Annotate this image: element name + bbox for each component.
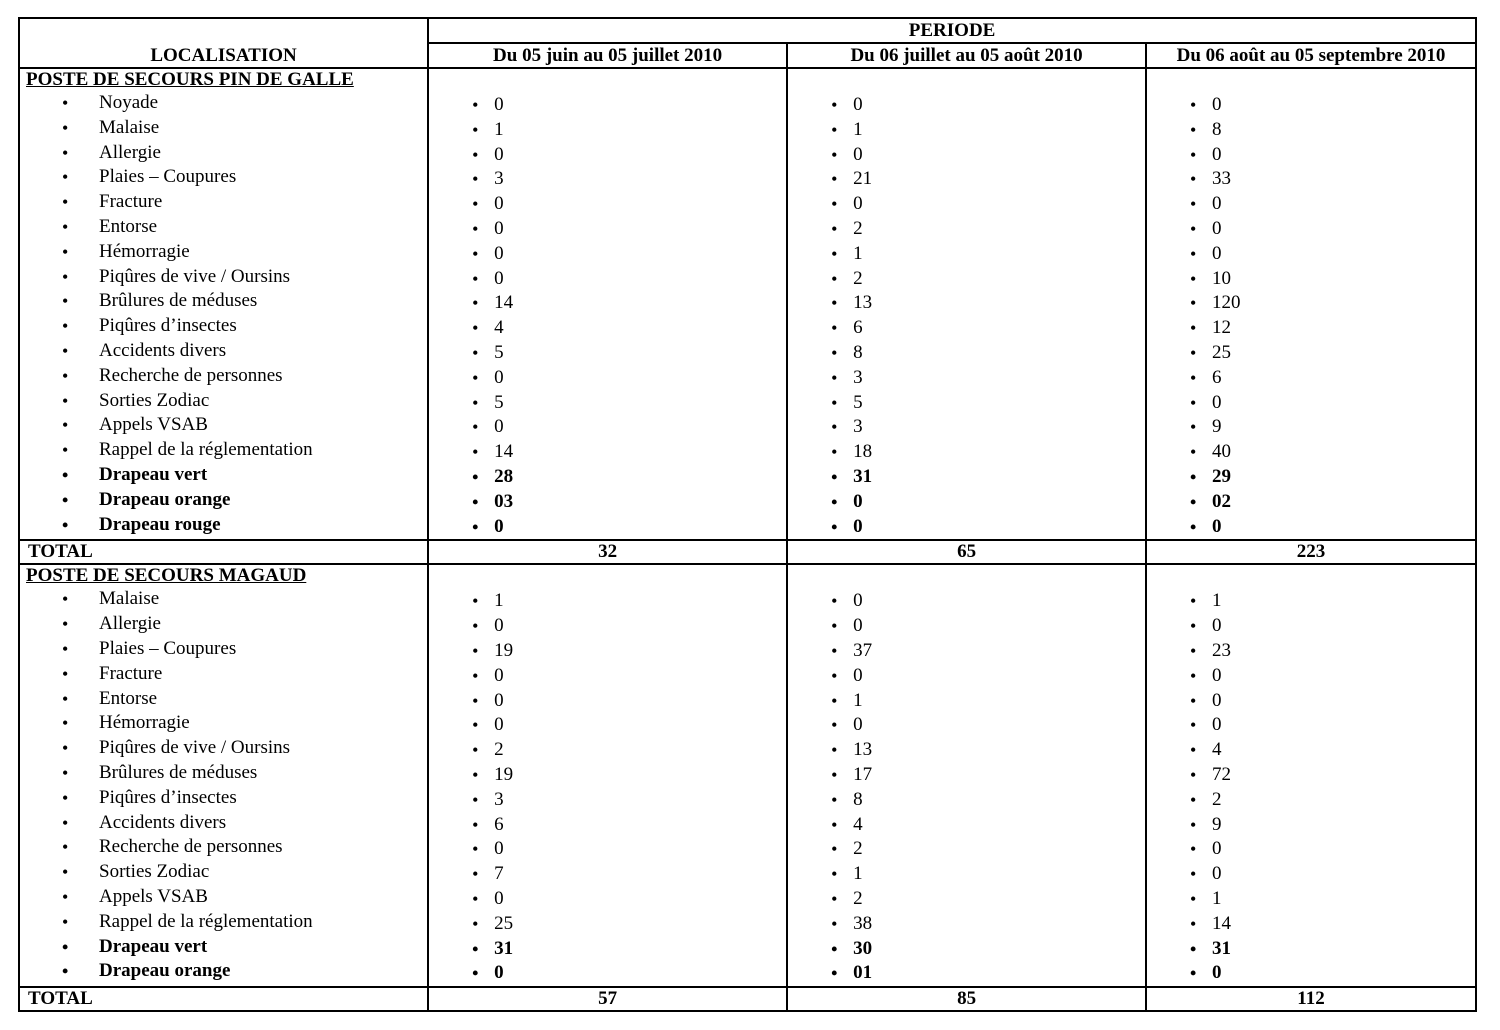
incident-label-list — [20, 587, 427, 984]
incident-label: • Accidents divers — [20, 339, 427, 364]
incident-value: • 0 — [429, 614, 786, 639]
incident-value: • 8 — [788, 788, 1145, 813]
incident-value: • 0 — [429, 689, 786, 714]
incident-value: • 0 — [788, 664, 1145, 689]
period-header-1: Du 05 juin au 05 juillet 2010 — [428, 43, 787, 68]
incident-value: • 2 — [788, 887, 1145, 912]
period-3-values-cell — [1146, 564, 1476, 987]
period-2-values-cell — [787, 68, 1146, 540]
incident-value: • 1 — [788, 862, 1145, 887]
incident-value: • 25 — [1147, 341, 1475, 366]
incident-value: • 25 — [429, 912, 786, 937]
incident-value: • 1 — [1147, 887, 1475, 912]
incident-value: • 6 — [788, 316, 1145, 341]
period-header-2: Du 06 juillet au 05 août 2010 — [787, 43, 1146, 68]
incident-label: • Drapeau vert — [20, 463, 427, 488]
incident-label: • Allergie — [20, 141, 427, 166]
incident-value: • 0 — [429, 192, 786, 217]
incident-label: • Piqûres de vive / Oursins — [20, 265, 427, 290]
incident-value: • 5 — [429, 391, 786, 416]
incident-value: • 18 — [788, 440, 1145, 465]
section-localisation-cell — [19, 564, 428, 987]
incident-label: • Hémorragie — [20, 240, 427, 265]
incident-value: • 19 — [429, 639, 786, 664]
incident-value: • 14 — [429, 291, 786, 316]
incident-value: • 8 — [788, 341, 1145, 366]
incident-value: • 0 — [429, 664, 786, 689]
incident-value: • 02 — [1147, 490, 1475, 515]
incident-value: • 0 — [1147, 713, 1475, 738]
incident-label: • Recherche de personnes — [20, 835, 427, 860]
incident-label: • Appels VSAB — [20, 885, 427, 910]
incident-value: • 3 — [429, 788, 786, 813]
incident-value: • 1 — [429, 118, 786, 143]
incident-value: • 0 — [1147, 217, 1475, 242]
period-1-values-cell — [428, 68, 787, 540]
incident-value: • 5 — [788, 391, 1145, 416]
incident-label: • Piqûres d’insectes — [20, 786, 427, 811]
incident-value: • 0 — [788, 614, 1145, 639]
incident-value: • 0 — [1147, 93, 1475, 118]
incident-label: • Drapeau orange — [20, 959, 427, 984]
incident-label: • Hémorragie — [20, 711, 427, 736]
incident-value: • 13 — [788, 291, 1145, 316]
incident-value: • 0 — [429, 415, 786, 440]
incident-value: • 0 — [788, 143, 1145, 168]
incident-value: • 0 — [788, 515, 1145, 540]
section-localisation-cell — [19, 68, 428, 540]
incident-label: • Sorties Zodiac — [20, 860, 427, 885]
incident-value: • 0 — [429, 515, 786, 540]
incident-value: • 31 — [429, 937, 786, 962]
incident-value: • 03 — [429, 490, 786, 515]
incident-label: • Entorse — [20, 215, 427, 240]
incident-label: • Plaies – Coupures — [20, 165, 427, 190]
incident-value: • 0 — [1147, 862, 1475, 887]
incident-value: • 0 — [429, 837, 786, 862]
incident-value: • 0 — [788, 713, 1145, 738]
incident-value: • 7 — [429, 862, 786, 887]
incident-value: • 1 — [788, 689, 1145, 714]
value-list — [788, 589, 1145, 986]
incident-label: • Rappel de la réglementation — [20, 910, 427, 935]
incident-value: • 3 — [429, 167, 786, 192]
incident-label: • Noyade — [20, 91, 427, 116]
incident-value: • 0 — [429, 93, 786, 118]
total-label: TOTAL — [19, 987, 428, 1011]
incident-value: • 6 — [1147, 366, 1475, 391]
incident-value: • 31 — [1147, 937, 1475, 962]
section-row — [19, 68, 1476, 540]
incident-value: • 4 — [788, 813, 1145, 838]
incident-value: • 17 — [788, 763, 1145, 788]
incident-label: • Entorse — [20, 687, 427, 712]
incident-value: • 21 — [788, 167, 1145, 192]
period-header-3: Du 06 août au 05 septembre 2010 — [1146, 43, 1476, 68]
incident-value: • 0 — [1147, 515, 1475, 540]
section-row — [19, 564, 1476, 987]
period-2-values-cell — [787, 564, 1146, 987]
incident-label: • Rappel de la réglementation — [20, 438, 427, 463]
incident-value: • 23 — [1147, 639, 1475, 664]
incident-value: • 3 — [788, 366, 1145, 391]
incident-value: • 2 — [788, 217, 1145, 242]
incident-value: • 0 — [429, 217, 786, 242]
incident-value: • 0 — [429, 267, 786, 292]
incident-value: • 0 — [1147, 837, 1475, 862]
incident-label: • Brûlures de méduses — [20, 761, 427, 786]
incident-value: • 0 — [788, 192, 1145, 217]
incident-value: • 5 — [429, 341, 786, 366]
incident-value: • 9 — [1147, 813, 1475, 838]
incident-label: • Fracture — [20, 190, 427, 215]
incident-label: • Drapeau orange — [20, 488, 427, 513]
incident-value: • 3 — [788, 415, 1145, 440]
incident-label: • Sorties Zodiac — [20, 389, 427, 414]
incident-value: • 0 — [429, 961, 786, 986]
incident-label: • Piqûres de vive / Oursins — [20, 736, 427, 761]
incident-label: • Drapeau vert — [20, 935, 427, 960]
incident-value: • 0 — [1147, 242, 1475, 267]
periode-header: PERIODE — [428, 18, 1476, 43]
incident-label: • Recherche de personnes — [20, 364, 427, 389]
incident-label: • Malaise — [20, 116, 427, 141]
value-list — [1147, 589, 1475, 986]
incident-value: • 0 — [788, 93, 1145, 118]
total-value-period-3: 223 — [1146, 540, 1476, 564]
incident-value: • 0 — [429, 366, 786, 391]
incident-value: • 6 — [429, 813, 786, 838]
statistics-table — [18, 17, 1477, 1012]
total-row — [19, 987, 1476, 1011]
total-row — [19, 540, 1476, 564]
incident-value: • 10 — [1147, 267, 1475, 292]
incident-value: • 4 — [1147, 738, 1475, 763]
incident-label: • Accidents divers — [20, 811, 427, 836]
total-value-period-1: 32 — [428, 540, 787, 564]
incident-value: • 0 — [1147, 664, 1475, 689]
incident-label: • Malaise — [20, 587, 427, 612]
incident-label: • Appels VSAB — [20, 413, 427, 438]
incident-label: • Drapeau rouge — [20, 513, 427, 538]
incident-value: • 72 — [1147, 763, 1475, 788]
incident-value: • 13 — [788, 738, 1145, 763]
incident-value: • 2 — [1147, 788, 1475, 813]
incident-label: • Brûlures de méduses — [20, 289, 427, 314]
incident-value: • 1 — [788, 118, 1145, 143]
incident-value: • 19 — [429, 763, 786, 788]
incident-value: • 0 — [1147, 961, 1475, 986]
incident-value: • 31 — [788, 465, 1145, 490]
incident-value: • 12 — [1147, 316, 1475, 341]
total-value-period-2: 85 — [787, 987, 1146, 1011]
incident-value: • 0 — [1147, 192, 1475, 217]
incident-value: • 1 — [429, 589, 786, 614]
incident-value: • 40 — [1147, 440, 1475, 465]
incident-value: • 0 — [429, 242, 786, 267]
value-list — [788, 93, 1145, 539]
period-1-values-cell — [428, 564, 787, 987]
incident-value: • 14 — [429, 440, 786, 465]
incident-value: • 29 — [1147, 465, 1475, 490]
incident-value: • 2 — [788, 837, 1145, 862]
incident-value: • 28 — [429, 465, 786, 490]
incident-value: • 0 — [1147, 143, 1475, 168]
document-page — [18, 17, 1477, 1012]
incident-value: • 4 — [429, 316, 786, 341]
incident-value: • 1 — [788, 242, 1145, 267]
incident-value: • 0 — [788, 589, 1145, 614]
incident-label-list — [20, 91, 427, 537]
incident-value: • 8 — [1147, 118, 1475, 143]
incident-label: • Allergie — [20, 612, 427, 637]
value-list — [429, 93, 786, 539]
incident-value: • 0 — [429, 887, 786, 912]
total-value-period-2: 65 — [787, 540, 1146, 564]
incident-value: • 2 — [429, 738, 786, 763]
incident-value: • 0 — [1147, 614, 1475, 639]
incident-label: • Fracture — [20, 662, 427, 687]
period-3-values-cell — [1146, 68, 1476, 540]
incident-value: • 120 — [1147, 291, 1475, 316]
incident-label: • Piqûres d’insectes — [20, 314, 427, 339]
incident-value: • 33 — [1147, 167, 1475, 192]
incident-value: • 0 — [429, 713, 786, 738]
section-title: POSTE DE SECOURS MAGAUD — [26, 565, 307, 587]
total-label: TOTAL — [19, 540, 428, 564]
incident-value: • 0 — [429, 143, 786, 168]
total-value-period-1: 57 — [428, 987, 787, 1011]
incident-value: • 1 — [1147, 589, 1475, 614]
incident-value: • 9 — [1147, 415, 1475, 440]
incident-label: • Plaies – Coupures — [20, 637, 427, 662]
incident-value: • 2 — [788, 267, 1145, 292]
incident-value: • 0 — [1147, 689, 1475, 714]
value-list — [1147, 93, 1475, 539]
incident-value: • 38 — [788, 912, 1145, 937]
incident-value: • 37 — [788, 639, 1145, 664]
value-list — [429, 589, 786, 986]
incident-value: • 0 — [788, 490, 1145, 515]
localisation-header: LOCALISATION — [19, 18, 428, 68]
incident-value: • 01 — [788, 961, 1145, 986]
incident-value: • 14 — [1147, 912, 1475, 937]
incident-value: • 30 — [788, 937, 1145, 962]
incident-value: • 0 — [1147, 391, 1475, 416]
section-title: POSTE DE SECOURS PIN DE GALLE — [26, 69, 354, 90]
total-value-period-3: 112 — [1146, 987, 1476, 1011]
